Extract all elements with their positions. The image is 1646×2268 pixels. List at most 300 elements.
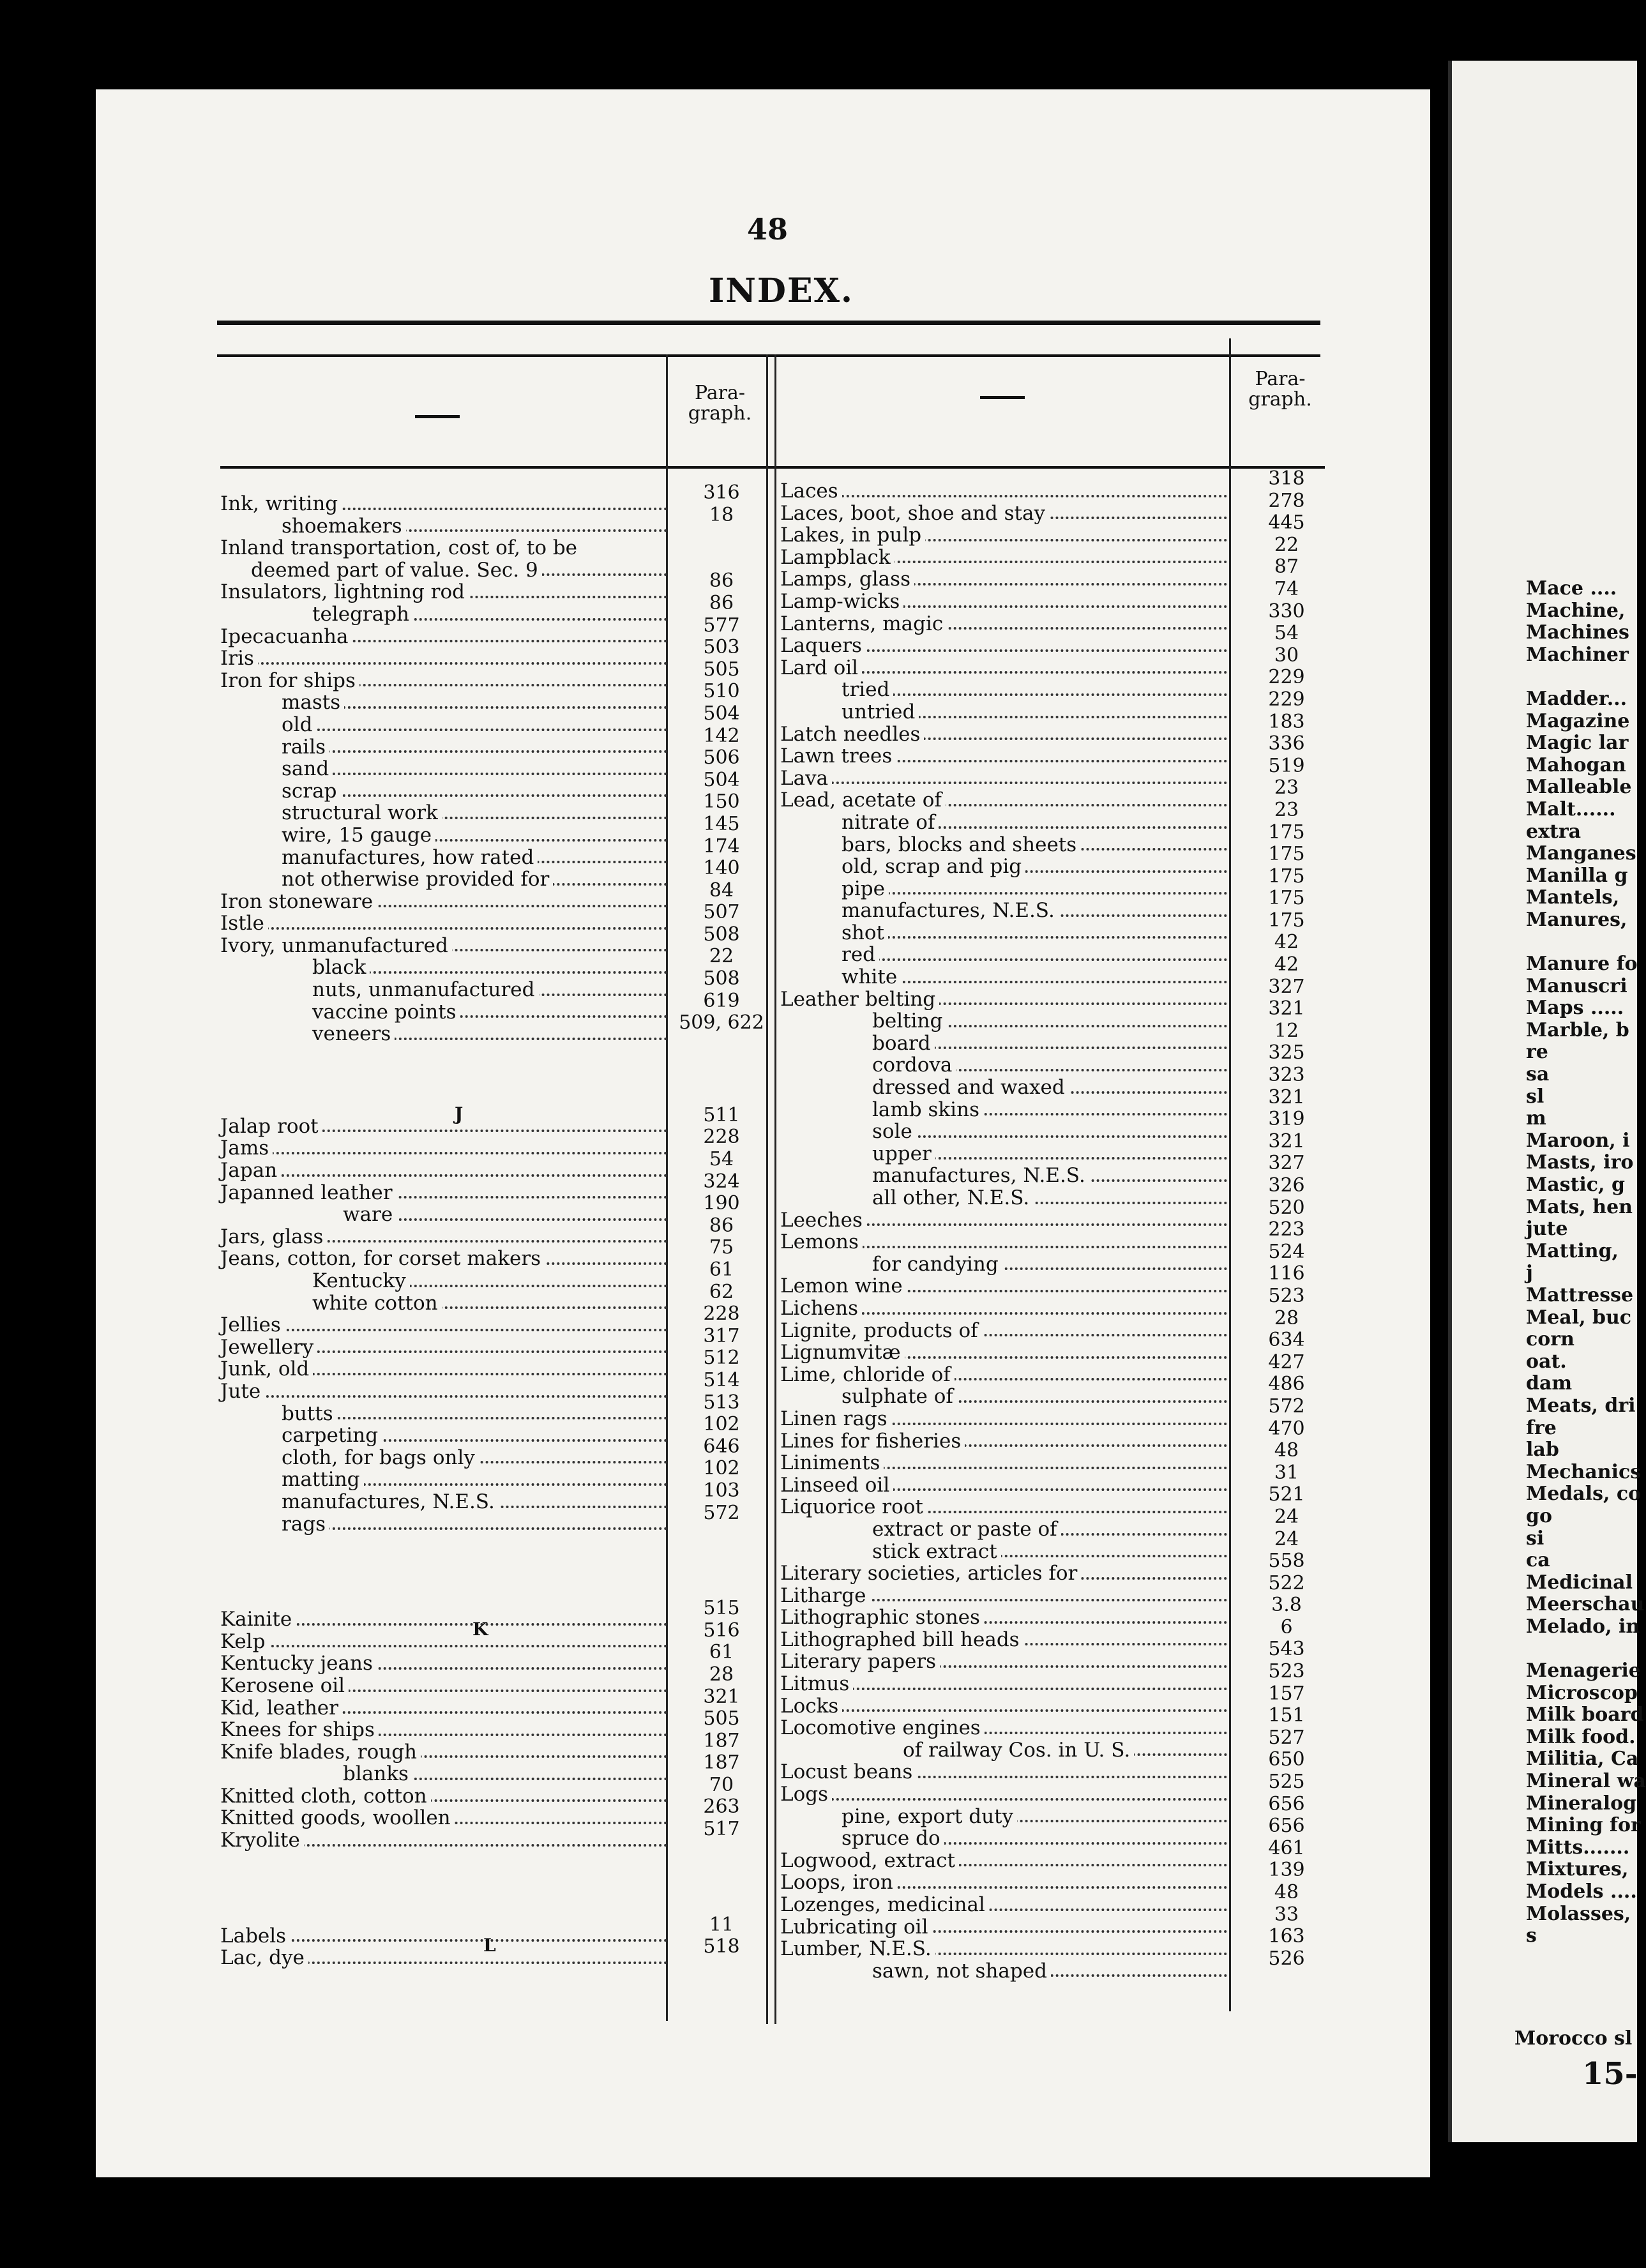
index-entry: [220, 647, 667, 670]
leader-dots: [842, 693, 1227, 696]
index-entry: [780, 1430, 1227, 1453]
index-entry: [220, 1204, 667, 1226]
paragraph-number: 427: [1268, 1350, 1305, 1373]
paragraph-number: 228: [703, 1303, 740, 1326]
next-page-entry: Machine,: [1526, 599, 1626, 622]
entry-label: Laquers: [780, 635, 866, 657]
next-page-entry: Mineral wa: [1526, 1770, 1646, 1793]
entry-label: manufactures, N.E.S.: [842, 900, 1059, 922]
leader-dots: [220, 1174, 667, 1177]
paragraph-number: 656: [1268, 1792, 1305, 1815]
entry-label: Lumber, N.E.S.: [780, 1938, 935, 1960]
entry-label: Knitted goods, woollen: [220, 1807, 455, 1829]
paragraph-number: 323: [1268, 1064, 1305, 1087]
entry-label: Ivory, unmanufactured: [220, 935, 452, 957]
paragraph-number: 228: [703, 1126, 740, 1149]
next-page-entry: lab: [1526, 1439, 1559, 1462]
entry-label: rags: [282, 1513, 329, 1536]
paragraph-number: 139: [1268, 1859, 1305, 1882]
entry-label: Lichens: [780, 1297, 862, 1320]
paragraph-number: 6: [1280, 1615, 1293, 1638]
entry-label: extract or paste of: [872, 1518, 1061, 1541]
index-entry: [780, 1077, 1227, 1099]
index-entry: [220, 1425, 667, 1447]
next-page-entry: ca: [1526, 1549, 1550, 1572]
entry-label: Locust beans: [780, 1761, 916, 1783]
paragraph-number: 61: [709, 1641, 734, 1664]
index-entry: [220, 1652, 667, 1675]
paragraph-number: 321: [703, 1685, 740, 1708]
paragraph-number: 470: [1268, 1417, 1305, 1440]
paragraph-number: 175: [1268, 909, 1305, 932]
paragraph-number: 3.8: [1271, 1594, 1302, 1617]
paragraph-number: 229: [1268, 666, 1305, 689]
paragraph-number: 505: [703, 1707, 740, 1730]
index-entry: [220, 912, 667, 935]
index-entry: [780, 1717, 1227, 1739]
paragraph-number: 150: [703, 790, 740, 813]
entry-label: Leeches: [780, 1209, 866, 1232]
paragraph-number: 512: [703, 1347, 740, 1370]
index-entry: [780, 1629, 1227, 1651]
index-entry: [780, 1916, 1227, 1939]
entry-label: deemed part of value. Sec. 9: [251, 559, 542, 582]
index-entry: [780, 1518, 1227, 1541]
entry-label: Liquorice root: [780, 1496, 927, 1518]
index-entry: [780, 591, 1227, 613]
leader-dots: [780, 1798, 1227, 1801]
index-entry: [220, 736, 667, 759]
paragraph-number: 520: [1268, 1196, 1305, 1219]
spacer: [674, 1841, 769, 1914]
next-page-entry: Maps .....: [1526, 997, 1624, 1020]
next-page-entry: Medals, co: [1526, 1483, 1642, 1506]
spacer: [674, 1524, 769, 1598]
index-entry: [780, 1496, 1227, 1518]
index-entry: [780, 1209, 1227, 1232]
entry-label: Lignumvitæ: [780, 1342, 905, 1364]
index-entry: [220, 1001, 667, 1024]
index-entry: [220, 1447, 667, 1469]
entry-label: Kainite: [220, 1608, 296, 1631]
paragraph-number: 11: [709, 1913, 734, 1936]
entry-label: not otherwise provided for: [282, 868, 553, 891]
entry-label: Locks: [780, 1695, 842, 1718]
next-page-fragment: [1526, 577, 1646, 1947]
index-entry: [220, 1697, 667, 1720]
next-page-entry: Meerschau: [1526, 1593, 1645, 1616]
spacer: [220, 1535, 667, 1608]
index-entry: [780, 480, 1227, 503]
right-paragraph-header: Para- graph.: [1248, 368, 1312, 411]
entry-label: Lines for fisheries: [780, 1430, 965, 1453]
next-page-entry: sa: [1526, 1063, 1550, 1086]
entry-label: Ink, writing: [220, 493, 342, 515]
paragraph-number: 263: [703, 1796, 740, 1818]
entry-label: stick extract: [872, 1541, 1001, 1563]
index-entry: [780, 1695, 1227, 1718]
index-entry: [220, 1380, 667, 1403]
index-entry: [780, 1253, 1227, 1276]
index-entry: [780, 1054, 1227, 1077]
entry-label: pipe: [842, 878, 889, 900]
paragraph-number: [674, 548, 769, 571]
paragraph-number: 22: [1274, 533, 1299, 556]
left-paragraph-numbers: [674, 482, 769, 1958]
paragraph-number: 174: [703, 835, 740, 858]
entry-label: Logwood, extract: [780, 1850, 959, 1872]
index-entry: [220, 1403, 667, 1425]
index-entry: [780, 1606, 1227, 1629]
leader-dots: [780, 495, 1227, 497]
index-entry: [780, 657, 1227, 679]
index-entry: [780, 1297, 1227, 1320]
next-page-entry: Manuscri: [1526, 974, 1627, 997]
leader-dots: [282, 773, 667, 775]
entry-label: Lime, chloride of: [780, 1364, 955, 1386]
paragraph-number: 54: [709, 1148, 734, 1171]
next-page-entry: Milk food.: [1526, 1725, 1636, 1748]
entry-label: shot: [842, 922, 888, 944]
index-entry: [780, 1850, 1227, 1872]
next-page-entry: Manilla g: [1526, 864, 1628, 887]
paragraph-number: 523: [1268, 1284, 1305, 1307]
paragraph-number: 175: [1268, 865, 1305, 888]
entry-label: Lard oil: [780, 657, 862, 679]
entry-label: Japanned leather: [220, 1182, 396, 1204]
next-page-entry: Mahogan: [1526, 753, 1626, 776]
next-page-entry: extra: [1526, 820, 1582, 843]
index-entry: [780, 1806, 1227, 1828]
paragraph-number: 523: [1268, 1660, 1305, 1683]
next-page-entry: Mastic, g: [1526, 1174, 1625, 1197]
entry-label: butts: [282, 1403, 337, 1425]
next-page-signature: 15-: [1582, 2056, 1638, 2092]
paragraph-number: 116: [1268, 1262, 1305, 1285]
entry-label: Kentucky jeans: [220, 1652, 377, 1675]
entry-label: untried: [842, 701, 919, 723]
entry-label: Lemon wine: [780, 1275, 907, 1297]
paragraph-number: 183: [1268, 710, 1305, 733]
next-page-entry: j: [1526, 1262, 1533, 1285]
next-page-entry: Mitts.......: [1526, 1836, 1630, 1859]
paragraph-number: 86: [709, 1214, 734, 1237]
entry-label: ware: [343, 1204, 396, 1226]
next-page-entry: Meal, buc: [1526, 1306, 1632, 1329]
next-page-entry: Manure fo: [1526, 953, 1638, 976]
index-entry: [780, 944, 1227, 966]
index-entry: [780, 679, 1227, 701]
entry-label: Iron for ships: [220, 670, 359, 692]
index-entry: [220, 956, 667, 979]
paragraph-number: 102: [703, 1457, 740, 1480]
paragraph-number: 524: [1268, 1240, 1305, 1263]
leader-dots: [842, 936, 1227, 939]
entry-label: spruce do: [842, 1827, 944, 1850]
paragraph-number: 526: [1268, 1947, 1305, 1970]
index-entry: [220, 824, 667, 847]
index-entry: [780, 1187, 1227, 1209]
next-page-entry: Models ....: [1526, 1880, 1637, 1903]
index-entry: [780, 1386, 1227, 1408]
index-entry: [220, 1947, 667, 1969]
paragraph-number: 86: [709, 570, 734, 593]
next-page-entry: Machines: [1526, 621, 1629, 644]
paragraph-number: 330: [1268, 600, 1305, 623]
paragraph-number: 31: [1274, 1461, 1299, 1484]
entry-label: Lava: [780, 767, 832, 790]
entry-label: board: [872, 1032, 935, 1055]
paragraph-number: 87: [1274, 556, 1299, 578]
paragraph-number: 650: [1268, 1748, 1305, 1771]
paragraph-number: 486: [1268, 1373, 1305, 1396]
index-entry: [780, 900, 1227, 922]
entry-label: Lithographed bill heads: [780, 1629, 1023, 1651]
paragraph-number: 656: [1268, 1815, 1305, 1838]
leader-dots: [780, 1709, 1227, 1712]
column-rule-3: [774, 354, 776, 2024]
next-page-entry: Malt......: [1526, 798, 1616, 820]
paragraph-number: 504: [703, 768, 740, 791]
paragraph-number: 163: [1268, 1925, 1305, 1948]
next-page-entry: [1526, 666, 1628, 688]
index-entry: [220, 1182, 667, 1204]
index-entry: [220, 1358, 667, 1380]
paragraph-number: 634: [1268, 1329, 1305, 1352]
entry-label: Jute: [220, 1380, 264, 1403]
index-entry: [780, 966, 1227, 988]
index-entry: [780, 856, 1227, 878]
index-entry: [780, 1960, 1227, 1983]
index-entry: [780, 1783, 1227, 1806]
next-page-entry: [1526, 932, 1628, 954]
index-entry: [220, 1270, 667, 1292]
entry-label: Knitted cloth, cotton: [220, 1785, 431, 1808]
index-entry: [780, 1871, 1227, 1894]
next-page-entry: Mats, hen: [1526, 1195, 1633, 1218]
paragraph-number: 61: [709, 1259, 734, 1281]
paragraph-number: 42: [1274, 931, 1299, 954]
next-page-entry: fre: [1526, 1416, 1557, 1439]
index-entry: [780, 767, 1227, 790]
paragraph-number: 140: [703, 857, 740, 880]
paragraph-number: 229: [1268, 688, 1305, 711]
entry-label: Lampblack: [780, 547, 895, 569]
index-entry: [780, 524, 1227, 547]
next-page-entry: Matting,: [1526, 1239, 1619, 1262]
paragraph-number: 22: [709, 945, 734, 968]
leader-dots: [220, 1395, 667, 1398]
paragraph-number: 543: [1268, 1638, 1305, 1661]
paragraph-number: 24: [1274, 1505, 1299, 1528]
paragraph-number: 48: [1274, 1881, 1299, 1903]
entry-label: tried: [842, 679, 893, 701]
paragraph-number: 517: [703, 1818, 740, 1841]
entry-label: Lakes, in pulp: [780, 524, 925, 547]
entry-label: Leather belting: [780, 988, 939, 1011]
leader-dots: [872, 1135, 1227, 1138]
paragraph-number: 325: [1268, 1041, 1305, 1064]
paragraph-number: 157: [1268, 1682, 1305, 1705]
index-entry: [220, 1675, 667, 1697]
next-page-entry: Medicinal: [1526, 1571, 1633, 1594]
entry-label: Latch needles: [780, 723, 924, 746]
paragraph-number: 187: [703, 1729, 740, 1752]
index-entry: [780, 1585, 1227, 1607]
paragraph-number: 151: [1268, 1704, 1305, 1727]
index-entry: [220, 1631, 667, 1653]
paragraph-number: 619: [703, 989, 740, 1012]
paragraph-number: 518: [703, 1935, 740, 1958]
index-entry: [780, 1452, 1227, 1474]
entry-label: Labels: [220, 1925, 290, 1947]
index-entry: [780, 922, 1227, 944]
index-entry: [220, 537, 667, 559]
paragraph-number: 145: [703, 812, 740, 835]
spacer: [220, 1852, 667, 1925]
next-page-entry: go: [1526, 1504, 1552, 1527]
entry-label: all other, N.E.S.: [872, 1187, 1033, 1209]
index-entry: [780, 1165, 1227, 1187]
next-page-entry: Madder...: [1526, 687, 1627, 710]
paragraph-number: 558: [1268, 1550, 1305, 1573]
leader-dots: [780, 782, 1227, 784]
header-bottom-rule: [220, 466, 1325, 469]
paragraph-number: 321: [1268, 1085, 1305, 1108]
entry-label: Lanterns, magic: [780, 613, 947, 635]
index-entry: [220, 780, 667, 803]
top-rule-thin: [217, 354, 1320, 357]
entry-label: Jars, glass: [220, 1226, 327, 1248]
index-entry: [220, 1469, 667, 1491]
entry-label: Litharge: [780, 1585, 870, 1607]
index-entry: [780, 1541, 1227, 1563]
paragraph-number: 48: [1274, 1439, 1299, 1462]
paragraph-number: 508: [703, 967, 740, 990]
next-page-entry: Militia, Ca: [1526, 1748, 1639, 1771]
paragraph-number: 84: [709, 879, 734, 902]
index-entry: [780, 1938, 1227, 1960]
paragraph-number: 646: [703, 1435, 740, 1458]
entry-label: old: [282, 714, 316, 736]
index-entry: [780, 1121, 1227, 1143]
entry-label: Lamps, glass: [780, 568, 914, 591]
next-page-entry: Mace ....: [1526, 577, 1617, 600]
paragraph-number: 86: [709, 591, 734, 614]
paragraph-number: 175: [1268, 843, 1305, 866]
next-page-entry: Manures,: [1526, 908, 1627, 931]
entry-label: Lemons: [780, 1231, 863, 1253]
entry-label: Jalap root: [220, 1115, 322, 1138]
index-entry: [220, 1115, 667, 1138]
next-page-footer: Morocco sl: [1514, 2027, 1633, 2050]
entry-label: Knees for ships: [220, 1719, 379, 1741]
spacer: [220, 1045, 667, 1115]
entry-label: Literary societies, articles for: [780, 1562, 1081, 1585]
entry-label: Lignite, products of: [780, 1320, 982, 1342]
entry-label: nitrate of: [842, 812, 939, 834]
column-rule-4: [1229, 338, 1231, 2011]
entry-label: manufactures, how rated: [282, 847, 538, 869]
paragraph-number: 525: [1268, 1771, 1305, 1794]
index-entry: [780, 1894, 1227, 1916]
index-entry: [780, 503, 1227, 525]
entry-label: Lead, acetate of: [780, 789, 946, 812]
entry-label: carpeting: [282, 1425, 382, 1447]
index-entry: [780, 1099, 1227, 1121]
paragraph-number: 326: [1268, 1174, 1305, 1197]
next-page-entry: re: [1526, 1041, 1548, 1064]
next-page-entry: Menagerie: [1526, 1659, 1641, 1682]
entry-label: bars, blocks and sheets: [842, 834, 1080, 856]
index-entry: [780, 1408, 1227, 1430]
index-entry: [220, 581, 667, 603]
entry-label: Kentucky: [312, 1270, 410, 1292]
entry-label: telegraph: [312, 603, 413, 626]
index-entry: [780, 1342, 1227, 1364]
next-page-entry: Meats, dri: [1526, 1394, 1636, 1417]
index-entry: [220, 1023, 667, 1045]
entry-label: Kelp: [220, 1631, 269, 1653]
next-page-entry: corn: [1526, 1328, 1574, 1351]
paragraph-number: 12: [1274, 1019, 1299, 1042]
paragraph-number: 319: [1268, 1108, 1305, 1131]
index-entry: [780, 1474, 1227, 1497]
entry-label: pine, export duty: [842, 1806, 1017, 1828]
leader-dots: [282, 1527, 667, 1530]
entry-label: Insulators, lightning rod: [220, 581, 469, 603]
index-entry: [220, 1608, 667, 1631]
index-entry: [780, 1562, 1227, 1585]
paragraph-number: 521: [1268, 1483, 1305, 1506]
paragraph-number: 506: [703, 746, 740, 769]
entry-label: Lozenges, medicinal: [780, 1894, 989, 1916]
entry-label: Inland transportation, cost of, to be: [220, 537, 581, 559]
index-entry: [780, 789, 1227, 812]
right-index-column: [780, 480, 1227, 1982]
paragraph-number: 510: [703, 680, 740, 703]
paragraph-number: 507: [703, 901, 740, 924]
leader-dots: [842, 892, 1227, 895]
entry-label: Jams: [220, 1137, 273, 1160]
index-entry: [220, 493, 667, 515]
next-page-entry: Mining for: [1526, 1814, 1641, 1837]
paragraph-number: 321: [1268, 997, 1305, 1020]
paragraph-number: 70: [709, 1773, 734, 1796]
next-page-entry: [1526, 1638, 1628, 1661]
paragraph-number: 23: [1274, 776, 1299, 799]
paragraph-number: 327: [1268, 1152, 1305, 1175]
entry-label: Loops, iron: [780, 1871, 897, 1894]
entry-label: Liniments: [780, 1452, 884, 1474]
index-entry: [220, 1785, 667, 1808]
paragraph-number: 54: [1274, 622, 1299, 645]
paragraph-number: 509, 622: [679, 1011, 764, 1034]
next-page-entry: Manganes: [1526, 842, 1636, 865]
index-entry: [220, 1248, 667, 1270]
paragraph-number: 321: [1268, 1130, 1305, 1153]
next-page-entry: s: [1526, 1924, 1537, 1947]
entry-label: lamb skins: [872, 1099, 983, 1121]
paragraph-number: 18: [709, 503, 734, 526]
paragraph-number: 223: [1268, 1218, 1305, 1241]
paragraph-number: 327: [1268, 975, 1305, 998]
index-entry: [780, 547, 1227, 569]
index-entry: [220, 1925, 667, 1947]
next-page-entry: oat.: [1526, 1350, 1567, 1373]
section-letter-l: L: [483, 1935, 496, 1956]
paragraph-number: 317: [703, 1324, 740, 1347]
